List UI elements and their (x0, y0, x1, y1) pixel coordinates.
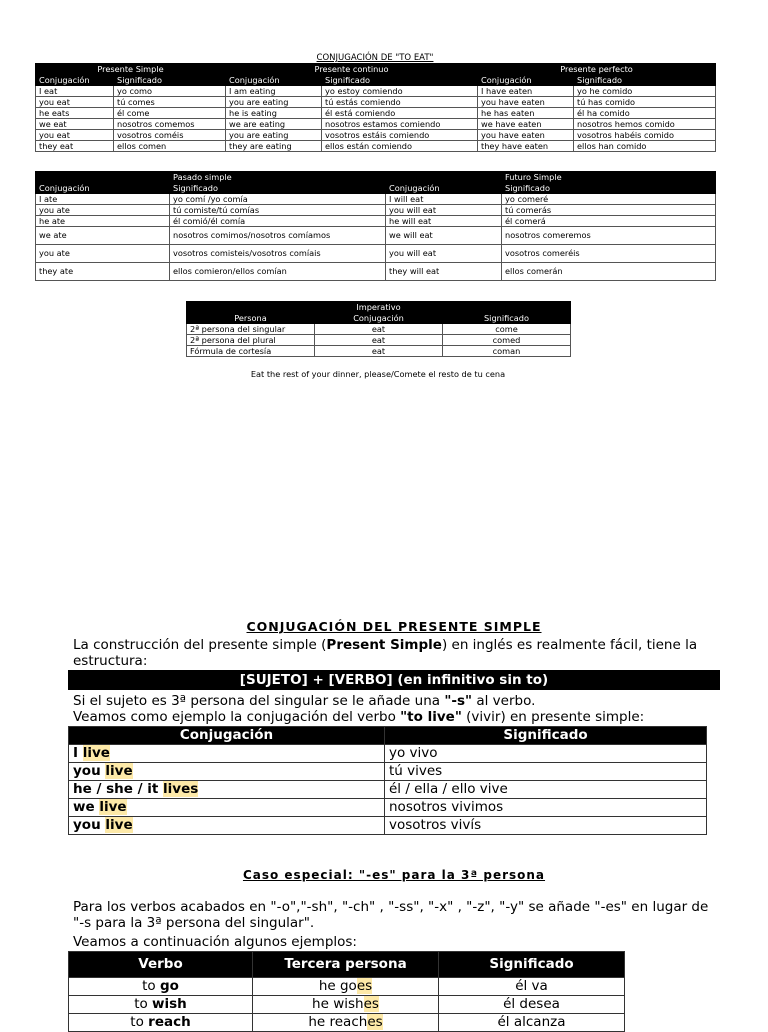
table-cell: he ate (36, 216, 170, 227)
table-cell: ellos comerán (502, 263, 716, 281)
table-row (36, 194, 716, 205)
table-cell: you ate (36, 245, 170, 263)
verb: go (159, 978, 179, 995)
conjugation-cell (69, 745, 385, 763)
special-case-title: Caso especial: "-es" para la 3ª persona (242, 868, 546, 882)
table-cell: vosotros habéis comido (574, 130, 716, 141)
group-header: Futuro Simple (502, 172, 716, 183)
table-cell: we ate (36, 227, 170, 245)
table-cell: ellos están comiendo (322, 141, 478, 152)
verb-prefix: to (142, 978, 160, 995)
table-row (187, 335, 571, 346)
conjugation-cell (69, 817, 385, 835)
table-cell: yo estoy comiendo (322, 86, 478, 97)
meaning-cell: él va (439, 978, 625, 996)
table-row (36, 119, 716, 130)
table-row (36, 227, 716, 245)
conjugation-table-past-future (35, 171, 716, 281)
section-title: CONJUGACIÓN DEL PRESENTE SIMPLE (246, 619, 542, 634)
table-cell: I ate (36, 194, 170, 205)
group-spacer (36, 172, 170, 183)
verb: reach (148, 1014, 191, 1031)
column-header: Significado (502, 183, 716, 194)
table-cell: you are eating (226, 97, 322, 108)
table-row (69, 781, 707, 799)
rule-line (73, 693, 723, 709)
example-bold: "to live" (400, 709, 462, 725)
conjugation-table-present (35, 63, 716, 152)
es-highlight: es (367, 1014, 383, 1031)
group-header: Presente continuo (226, 64, 478, 75)
table-cell: ellos han comido (574, 141, 716, 152)
table-cell: vosotros comisteis/vosotros comíais (170, 245, 386, 263)
table-cell: you have eaten (478, 130, 574, 141)
column-header: Significado (170, 183, 386, 194)
table-cell: tú estás comiendo (322, 97, 478, 108)
column-header: Conjugación (226, 75, 322, 86)
group-header: Presente perfecto (478, 64, 716, 75)
column-header: Tercera persona (253, 952, 439, 978)
imperative-table (186, 301, 571, 357)
imperative-example: Eat the rest of your dinner, please/Comete el resto de tu cena (250, 369, 506, 379)
table-cell: eat (315, 324, 443, 335)
table-cell: he is eating (226, 108, 322, 119)
table-cell: yo como (114, 86, 226, 97)
conjugation-cell (69, 781, 385, 799)
rule-text: Si el sujeto es 3ª persona del singular se le añade una (73, 693, 445, 709)
subject: you (73, 817, 106, 834)
table-cell: we have eaten (478, 119, 574, 130)
table-cell: tú has comido (574, 97, 716, 108)
third-person-cell (253, 996, 439, 1014)
meaning-cell: él / ella / ello vive (385, 781, 707, 799)
intro-text: La construcción del presente simple ( (73, 637, 327, 653)
table-cell: él ha comido (574, 108, 716, 119)
group-header: Imperativo (315, 302, 443, 313)
table-row (69, 799, 707, 817)
table-cell: 2ª persona del singular (187, 324, 315, 335)
conjugation-cell (69, 763, 385, 781)
table-cell: ellos comieron/ellos comían (170, 263, 386, 281)
table-row (36, 205, 716, 216)
table-row (36, 216, 716, 227)
table-cell: you are eating (226, 130, 322, 141)
table-row (36, 97, 716, 108)
example-text: Veamos como ejemplo la conjugación del verbo (73, 709, 401, 725)
table-row (69, 763, 707, 781)
table-cell: he has eaten (478, 108, 574, 119)
table-cell: they ate (36, 263, 170, 281)
table-cell: yo he comido (574, 86, 716, 97)
third-person-stem: he reach (308, 1014, 368, 1031)
column-header: Verbo (69, 952, 253, 978)
column-header: Conjugación (69, 727, 385, 745)
group-spacer (386, 172, 502, 183)
conjugation-cell (69, 799, 385, 817)
third-person-stem: he wish (312, 996, 364, 1013)
table-cell: él está comiendo (322, 108, 478, 119)
table-row (187, 324, 571, 335)
verb-cell (69, 996, 253, 1014)
special-text: Para los verbos acabados en " (73, 899, 277, 915)
meaning-cell: tú vives (385, 763, 707, 781)
table-cell: they have eaten (478, 141, 574, 152)
table-cell: you eat (36, 130, 114, 141)
table-cell: tú comiste/tú comías (170, 205, 386, 216)
table-cell: I am eating (226, 86, 322, 97)
column-header: Persona (187, 313, 315, 324)
table-cell: yo comí /yo comía (170, 194, 386, 205)
table-cell: yo comeré (502, 194, 716, 205)
table-cell: I will eat (386, 194, 502, 205)
third-person-cell (253, 978, 439, 996)
table-cell: we will eat (386, 227, 502, 245)
subject: you (73, 763, 106, 780)
verb-highlight: live (82, 745, 110, 762)
table-cell: he will eat (386, 216, 502, 227)
third-person-cell (253, 1014, 439, 1032)
table-row (36, 245, 716, 263)
table-row (69, 978, 625, 996)
table-cell: él comerá (502, 216, 716, 227)
verb-highlight: live (105, 817, 133, 834)
table-cell: come (443, 324, 571, 335)
table-cell: he eats (36, 108, 114, 119)
verb-cell (69, 978, 253, 996)
group-header: Pasado simple (170, 172, 386, 183)
table-cell: we eat (36, 119, 114, 130)
column-header: Significado (322, 75, 478, 86)
column-header: Conjugación (478, 75, 574, 86)
rule-bold: "-s" (444, 693, 473, 709)
table-cell: you will eat (386, 245, 502, 263)
table-cell: I eat (36, 86, 114, 97)
table-cell: tú comerás (502, 205, 716, 216)
subject: we (73, 799, 100, 816)
table-cell: él come (114, 108, 226, 119)
table-cell: vosotros estáis comiendo (322, 130, 478, 141)
table-cell: you will eat (386, 205, 502, 216)
table-cell: nosotros hemos comido (574, 119, 716, 130)
group-spacer (443, 302, 571, 313)
table-row (69, 745, 707, 763)
verb-highlight: live (99, 799, 127, 816)
es-highlight: es (363, 996, 379, 1013)
verb-highlight: live (105, 763, 133, 780)
column-header: Significado (114, 75, 226, 86)
table-cell: they eat (36, 141, 114, 152)
table-cell: they are eating (226, 141, 322, 152)
intro-bold: Present Simple (326, 637, 442, 653)
table-row (69, 1014, 625, 1032)
table-cell: 2ª persona del plural (187, 335, 315, 346)
es-highlight: es (356, 978, 373, 995)
table-cell: you eat (36, 97, 114, 108)
table-cell: they will eat (386, 263, 502, 281)
meaning-cell: nosotros vivimos (385, 799, 707, 817)
special-text: -o","-sh", "-ch" , "-ss", "-x" , "-z", "-y" se añade "-es" en lugar de "-s para la 3ª persona del singular". (73, 899, 709, 931)
table-row (69, 817, 707, 835)
example-text: (vivir) en presente simple: (461, 709, 645, 725)
third-person-stem: he go (318, 978, 357, 995)
meaning-cell: vosotros vivís (385, 817, 707, 835)
table-row (36, 263, 716, 281)
meaning-cell: él desea (439, 996, 625, 1014)
subject: I (73, 745, 83, 762)
formula-bar: [SUJETO] + [VERBO] (en infinitivo sin to) (68, 670, 720, 690)
meaning-cell: yo vivo (385, 745, 707, 763)
intro-paragraph (73, 637, 723, 669)
table-cell: you have eaten (478, 97, 574, 108)
table-cell: nosotros comeremos (502, 227, 716, 245)
table-cell: Fórmula de cortesía (187, 346, 315, 357)
special-case-paragraph (73, 899, 721, 931)
examples-intro: Veamos a continuación algunos ejemplos: (73, 934, 357, 950)
table-cell: comed (443, 335, 571, 346)
group-spacer (187, 302, 315, 313)
rule-text: al verbo. (472, 693, 536, 709)
table-cell: nosotros estamos comiendo (322, 119, 478, 130)
table-cell: you ate (36, 205, 170, 216)
column-header: Conjugación (315, 313, 443, 324)
table-cell: ellos comen (114, 141, 226, 152)
table-row (36, 86, 716, 97)
column-header: Conjugación (36, 75, 114, 86)
column-header: Conjugación (36, 183, 170, 194)
verb: wish (152, 996, 187, 1013)
meaning-cell: él alcanza (439, 1014, 625, 1032)
verb-highlight: lives (163, 781, 199, 798)
table-cell: tú comes (114, 97, 226, 108)
intro-text: ) en inglés es realmente fácil, tiene la estructura: (73, 637, 698, 669)
column-header: Significado (574, 75, 716, 86)
verb-prefix: to (134, 996, 153, 1013)
group-header: Presente Simple (36, 64, 226, 75)
doc-title: CONJUGACIÓN DE "TO EAT" (316, 53, 434, 63)
table-cell: vosotros comeréis (502, 245, 716, 263)
table-cell: él comió/él comía (170, 216, 386, 227)
subject: he / she / it (73, 781, 164, 798)
table-row (36, 108, 716, 119)
table-row (36, 141, 716, 152)
table-cell: coman (443, 346, 571, 357)
column-header: Significado (385, 727, 707, 745)
table-cell: eat (315, 335, 443, 346)
es-examples-table (68, 951, 625, 1032)
live-conjugation-table (68, 726, 707, 835)
table-cell: nosotros comimos/nosotros comíamos (170, 227, 386, 245)
verb-cell (69, 1014, 253, 1032)
table-row (36, 130, 716, 141)
verb-prefix: to (130, 1014, 149, 1031)
column-header: Conjugación (386, 183, 502, 194)
table-cell: vosotros coméis (114, 130, 226, 141)
example-line (73, 709, 723, 725)
table-row (187, 346, 571, 357)
table-cell: I have eaten (478, 86, 574, 97)
table-cell: nosotros comemos (114, 119, 226, 130)
column-header: Significado (443, 313, 571, 324)
column-header: Significado (439, 952, 625, 978)
table-cell: eat (315, 346, 443, 357)
table-cell: we are eating (226, 119, 322, 130)
table-row (69, 996, 625, 1014)
